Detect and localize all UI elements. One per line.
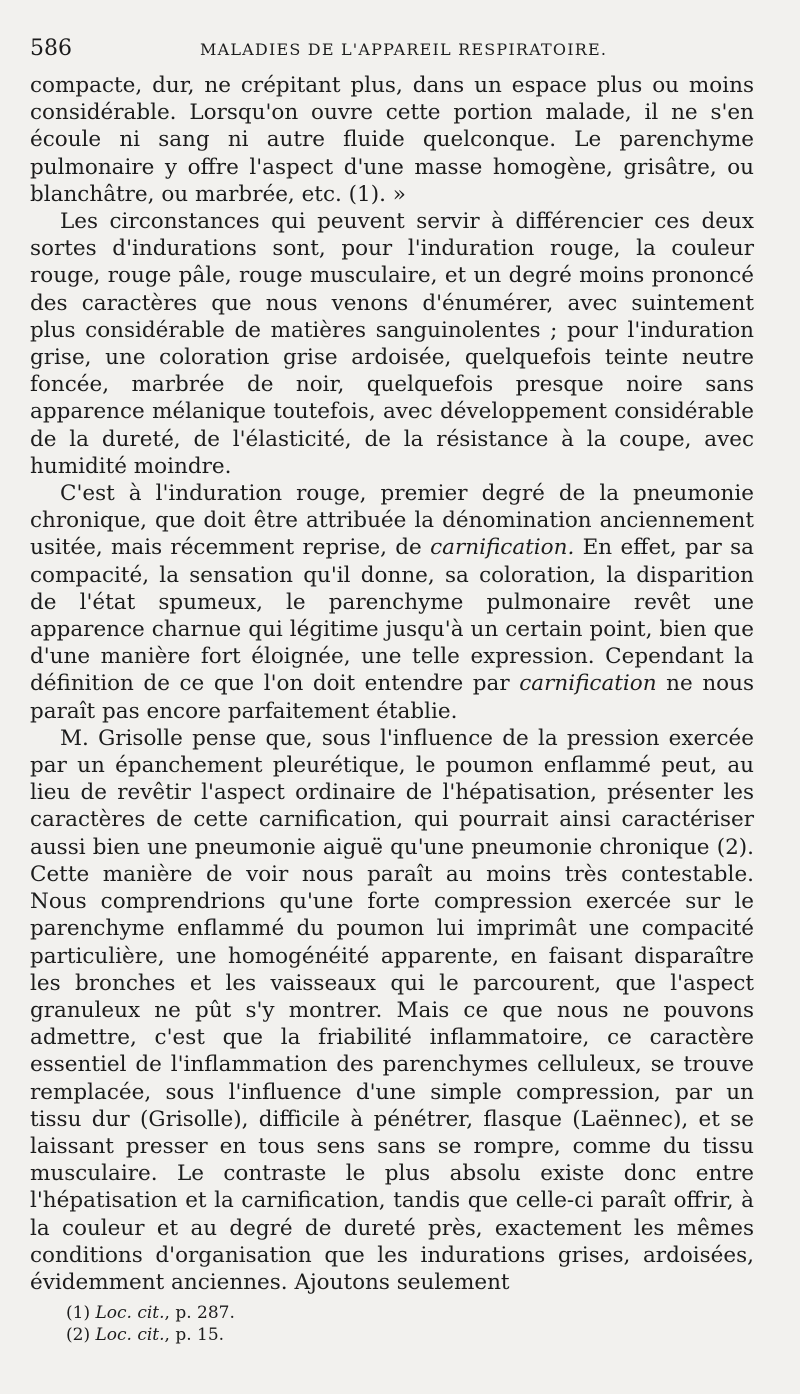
body-text	[30, 72, 754, 1296]
footnote-1-page: , p. 287.	[164, 1303, 235, 1323]
paragraph-1-text: compacte, dur, ne crépitant plus, dans un espace plus ou moins considérable. Lorsqu'on ouvre cette portion malade, il ne s'en écoule ni sang ni autre fluide quelconque. Le parenchyme pulmonaire y offre l'aspect d'une masse homogène, grisâtre, ou blanchâtre, ou marbrée, etc. (1). »	[30, 73, 754, 207]
paragraph-4	[30, 725, 754, 1296]
paragraph-3-text-c: ne nous paraît pas encore parfaitement établie.	[30, 671, 754, 724]
paragraph-1	[30, 72, 754, 208]
paragraph-3	[30, 480, 754, 725]
footnotes	[66, 1302, 666, 1346]
footnote-2-page: , p. 15.	[164, 1325, 225, 1345]
footnote-1-ref: Loc. cit.	[95, 1303, 165, 1323]
paragraph-3-text-a: C'est à l'induration rouge, premier degré de la pneumonie chronique, que doit être attribuée la dénomination anciennement usitée, mais récemment reprise, de	[30, 481, 754, 561]
paragraph-4-text: M. Grisolle pense que, sous l'influence de la pression exercée par un épanchement pleurétique, le poumon enflammé peut, au lieu de revêtir l'aspect ordinaire de l'hépatisation, présenter les caractères de cette carnification, qui pourrait ainsi caractériser aussi bien une pneumonie aiguë qu'une pneumonie chronique (2). Cette manière de voir nous paraît au moins très contestable. Nous comprendrions qu'une forte compression exercée sur le parenchyme enflammé du poumon lui imprimât une compacité particulière, une homogénéité apparente, en faisant disparaître les bronches et les vaisseaux qui le parcourent, que l'aspect granuleux ne pût s'y montrer. Mais ce que nous ne pouvons admettre, c'est que la friabilité inflammatoire, ce caractère essentiel de l'inflammation des parenchymes celluleux, se trouve remplacée, sous l'influence d'une simple compression, par un tissu dur (Grisolle), difficile à pénétrer, flasque (Laënnec), et se laissant presser en tous sens sans se rompre, comme du tissu musculaire. Le contraste le plus absolu existe donc entre l'hépatisation et la carnification, tandis que celle-ci paraît offrir, à la couleur et au degré de dureté près, exactement les mêmes conditions d'organisation que les indurations grises, ardoisées, évidemment anciennes. Ajoutons seulement	[30, 725, 754, 1295]
page-header	[30, 36, 770, 66]
paragraph-3-italic-2: carnification	[519, 671, 657, 697]
footnote-1-number: (1)	[66, 1303, 91, 1323]
footnote-2	[66, 1324, 666, 1346]
paragraph-2	[30, 208, 754, 480]
footnote-2-ref: Loc. cit.	[95, 1325, 165, 1345]
paragraph-3-italic-1: carnification.	[430, 535, 575, 561]
running-title: MALADIES DE L'APPAREIL RESPIRATOIRE.	[200, 40, 608, 59]
footnote-2-number: (2)	[66, 1325, 91, 1345]
paragraph-2-text: Les circonstances qui peuvent servir à différencier ces deux sortes d'indurations sont, pour l'induration rouge, la couleur rouge, rouge pâle, rouge musculaire, et un degré moins prononcé des caractères que nous venons d'énumérer, avec suintement plus considérable de matières sanguinolentes ; pour l'induration grise, une coloration grise ardoisée, quelquefois teinte neutre foncée, marbrée de noir, quelquefois presque noire sans apparence mélanique toutefois, avec développement considérable de la dureté, de l'élasticité, de la résistance à la coupe, avec humidité moindre.	[30, 209, 754, 479]
paragraph-3-text-b: En effet, par sa compacité, la sensation qu'il donne, sa coloration, la disparition de l'état spumeux, le parenchyme pulmonaire revêt une apparence charnue qui légitime jusqu'à un certain point, bien que d'une manière fort éloignée, une telle expression. Cependant la définition de ce que l'on doit entendre par	[30, 535, 754, 697]
page-number: 586	[30, 36, 72, 61]
footnote-1	[66, 1302, 666, 1324]
